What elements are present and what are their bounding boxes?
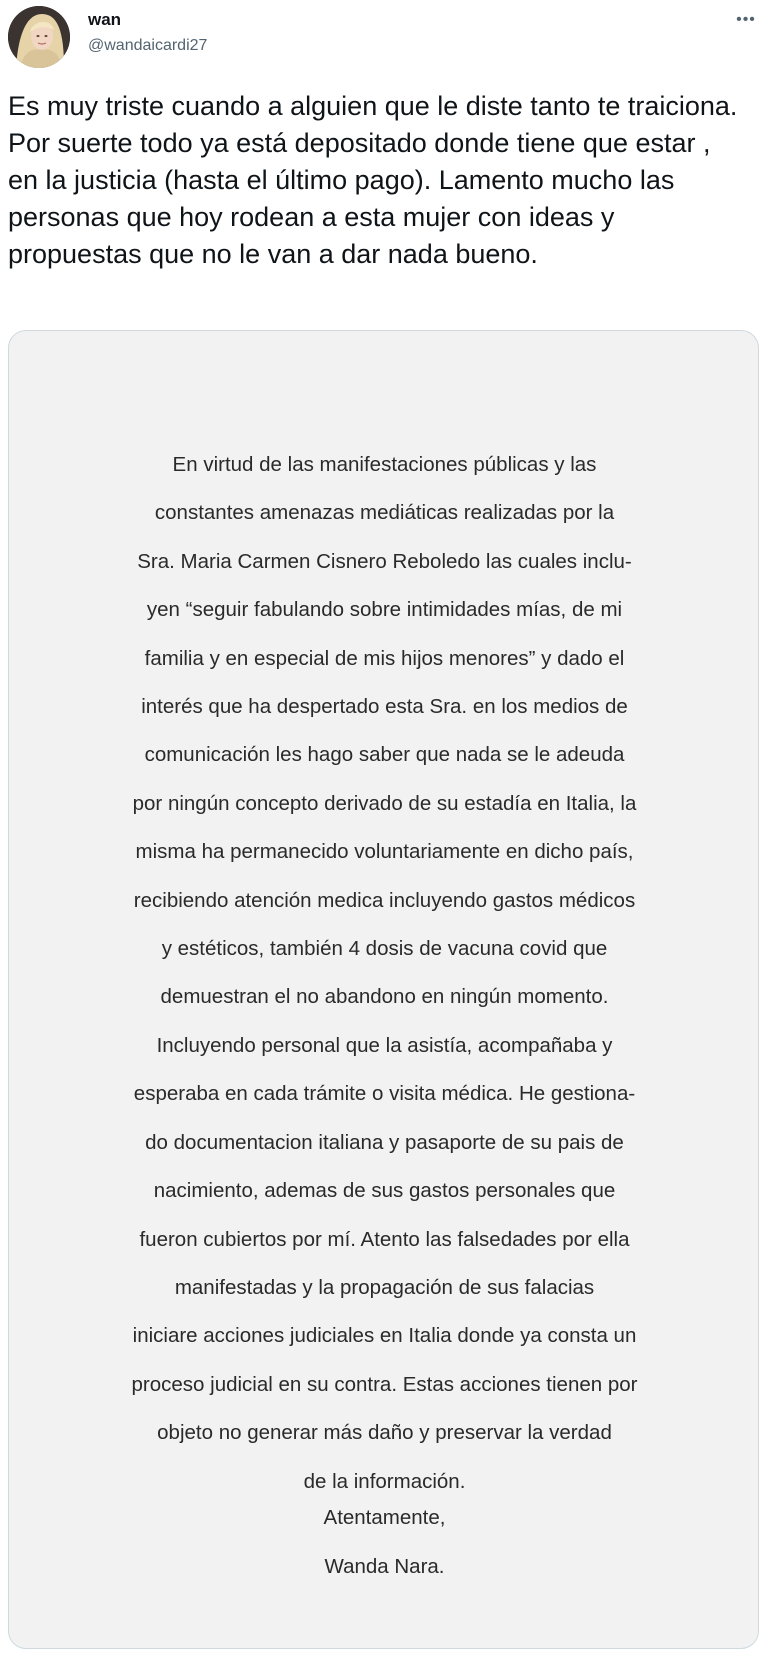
statement-line: comunicación les hago saber que nada se le adeuda — [144, 743, 625, 767]
statement-line: manifestadas y la propagación de sus falacias — [174, 1275, 595, 1299]
statement-line: En virtud de las manifestaciones públicas y las — [172, 453, 597, 476]
statement-line: fueron cubiertos por mí. Atento las falsedades por ella — [139, 1227, 630, 1251]
statement-line: proceso judicial en su contra. Estas acciones tienen por — [131, 1372, 638, 1396]
author-name[interactable]: wan — [88, 10, 122, 29]
statement-line: interés que ha despertado esta Sra. en los medios de — [141, 695, 628, 719]
statement-signature: Wanda Nara. — [324, 1555, 445, 1578]
statement-line: iniciare acciones judiciales en Italia donde ya consta un — [132, 1324, 637, 1348]
statement-line: Incluyendo personal que la asistía, acompañaba y — [156, 1033, 613, 1057]
avatar[interactable] — [8, 6, 70, 68]
statement-line: constantes amenazas mediáticas realizadas por la — [154, 501, 615, 525]
statement-line: Sra. Maria Carmen Cisnero Reboledo las cuales inclu- — [137, 549, 632, 573]
statement-line: objeto no generar más daño y preservar la verdad — [157, 1421, 612, 1445]
statement-line: y estéticos, también 4 dosis de vacuna covid que — [161, 937, 608, 961]
statement-line: familia y en especial de mis hijos menores” y dado el — [144, 646, 625, 670]
statement-line: misma ha permanecido voluntariamente en dicho país, — [135, 840, 634, 864]
statement-line: do documentacion italiana y pasaporte de su pais de — [145, 1130, 624, 1154]
tweet-header — [0, 0, 767, 74]
tweet-media-image[interactable] — [8, 330, 759, 1649]
tweet-text: Es muy triste cuando a alguien que le diste tanto te traiciona. Por suerte todo ya está depositado donde tiene que estar , en la justicia (hasta el último pago). Lamento mucho las personas que hoy rodean a esta mujer con ideas y propuestas que no le van a dar nada bueno. — [8, 91, 738, 269]
statement-line: demuestran el no abandono en ningún momento. — [160, 985, 609, 1009]
avatar-photo-icon — [8, 6, 70, 68]
statement-line: de la información. — [303, 1469, 466, 1493]
statement-line: por ningún concepto derivado de su estadía en Italia, la — [132, 791, 637, 815]
statement-line: nacimiento, ademas de sus gastos personales que — [153, 1179, 616, 1203]
statement-line: recibiendo atención medica incluyendo gastos médicos — [133, 888, 636, 912]
more-options-icon[interactable]: ••• — [736, 11, 756, 28]
statement-closing: Atentamente, — [323, 1506, 446, 1529]
author-handle[interactable]: @wandaicardi27 — [88, 37, 208, 54]
statement-line: yen “seguir fabulando sobre intimidades mías, de mi — [146, 598, 623, 622]
statement-line: esperaba en cada trámite o visita médica. He gestiona- — [133, 1082, 636, 1106]
statement-body — [49, 441, 720, 1506]
